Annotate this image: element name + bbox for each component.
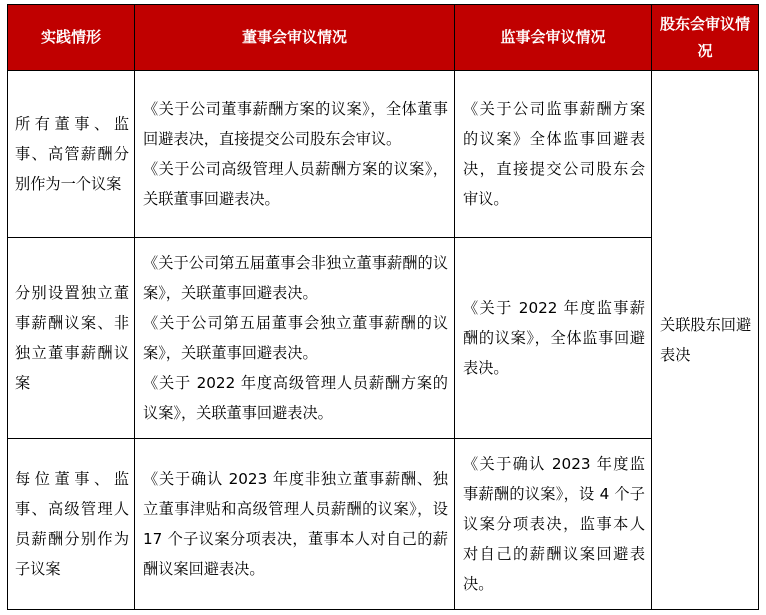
board-review-cell <box>135 439 455 610</box>
header-shareholder-review: 股东会审议情况 <box>652 5 759 71</box>
supervisory-review-item: 《关于确认 2023 年度监事薪酬的议案》，设 4 个子议案分项表决，监事本人对自己的薪酬议案回避表决。 <box>463 455 645 593</box>
board-review-item: 《关于公司第五届董事会非独立董事薪酬的议案》，关联董事回避表决。 <box>143 254 448 302</box>
review-table <box>7 4 759 610</box>
supervisory-review-cell <box>455 439 652 610</box>
board-review-item: 《关于公司第五届董事会独立董事薪酬的议案》，关联董事回避表决。 <box>143 314 448 362</box>
review-table-wrapper <box>7 4 759 610</box>
table-row <box>8 238 759 439</box>
table-header-row <box>8 5 759 71</box>
board-review-cell <box>135 238 455 439</box>
supervisory-review-item: 《关于 2022 年度监事薪酬的议案》，全体监事回避表决。 <box>463 299 645 377</box>
shareholder-review-cell: 关联股东回避表决 <box>652 71 759 610</box>
case-cell: 每位董事、监事、高级管理人员薪酬分别作为子议案 <box>8 439 135 610</box>
table-row <box>8 71 759 238</box>
header-board-review: 董事会审议情况 <box>135 5 455 71</box>
board-review-item: 《关于公司董事薪酬方案的议案》，全体董事回避表决，直接提交公司股东会审议。 <box>143 100 448 148</box>
header-case: 实践情形 <box>8 5 135 71</box>
case-cell: 所有董事、监事、高管薪酬分别作为一个议案 <box>8 71 135 238</box>
supervisory-review-cell <box>455 71 652 238</box>
supervisory-review-cell <box>455 238 652 439</box>
case-cell: 分别设置独立董事薪酬议案、非独立董事薪酬议案 <box>8 238 135 439</box>
board-review-cell <box>135 71 455 238</box>
supervisory-review-item: 《关于公司监事薪酬方案的议案》全体监事回避表决，直接提交公司股东会审议。 <box>463 100 645 208</box>
board-review-item: 《关于 2022 年度高级管理人员薪酬方案的议案》，关联董事回避表决。 <box>143 374 448 422</box>
board-review-item: 《关于确认 2023 年度非独立董事薪酬、独立董事津贴和高级管理人员薪酬的议案》，设 17 个子议案分项表决，董事本人对自己的薪酬议案回避表决。 <box>143 470 448 578</box>
board-review-item: 《关于公司高级管理人员薪酬方案的议案》，关联董事回避表决。 <box>143 160 448 208</box>
table-row <box>8 439 759 610</box>
header-supervisory-review: 监事会审议情况 <box>455 5 652 71</box>
